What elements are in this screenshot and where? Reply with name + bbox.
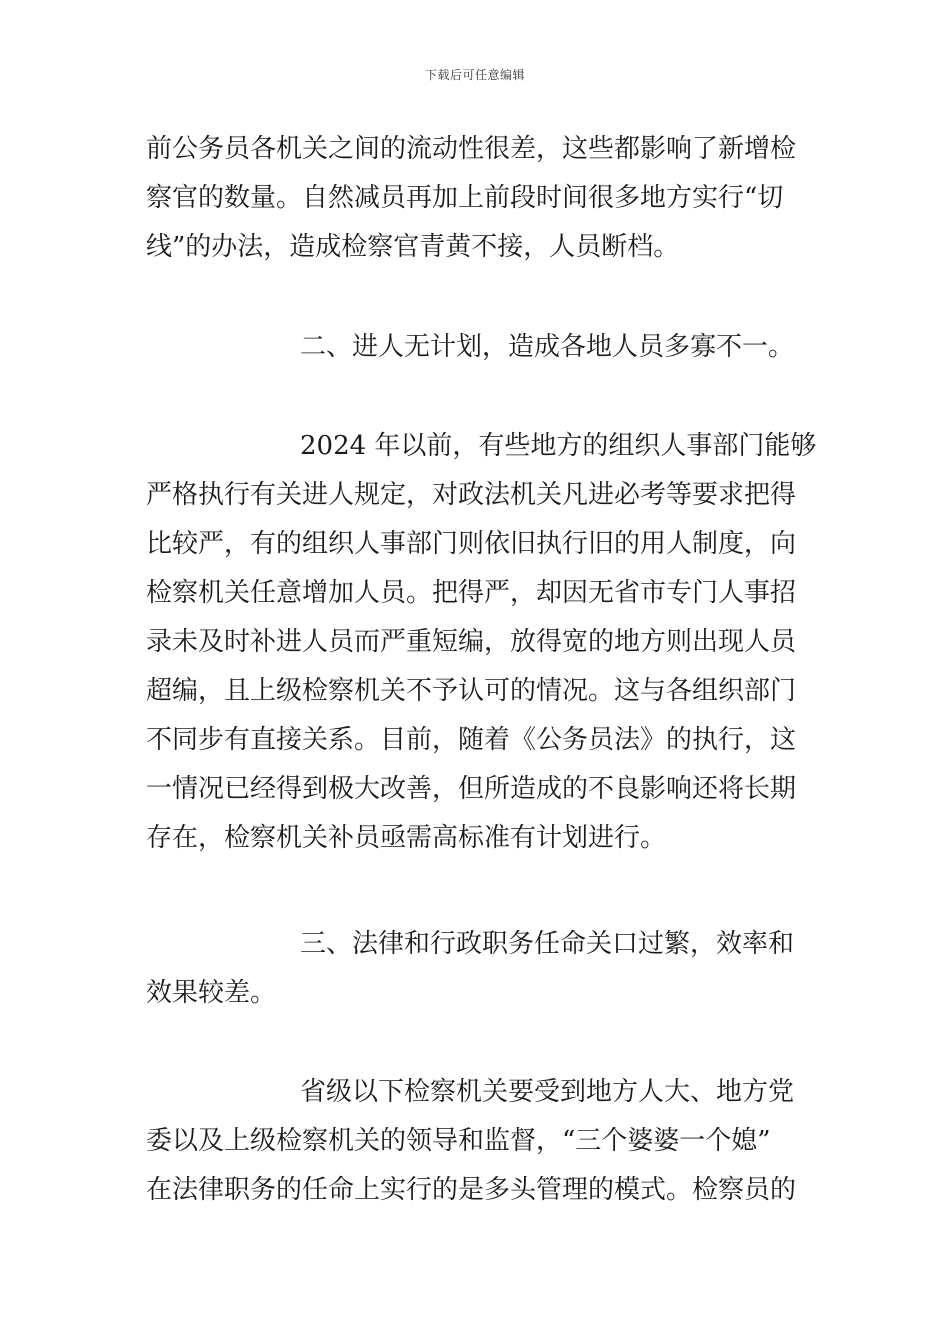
heading-line: 二、进人无计划，造成各地人员多寡不一。 <box>300 332 795 362</box>
paragraph-line: 前公务员各机关之间的流动性很差，这些都影响了新增检 <box>146 134 797 164</box>
paragraph-line: 一情况已经得到极大改善，但所造成的不良影响还将长期 <box>146 774 797 804</box>
paragraph-line: 录未及时补进人员而严重短编，放得宽的地方则出现人员 <box>146 627 797 657</box>
paragraph-line: 察官的数量。自然减员再加上前段时间很多地方实行“切 <box>146 183 784 213</box>
paragraph-line: 检察机关任意增加人员。把得严，却因无省市专门人事招 <box>146 578 797 608</box>
paragraph-line: 比较严，有的组织人事部门则依旧执行旧的用人制度，向 <box>146 529 797 559</box>
paragraph-line: 超编，且上级检察机关不予认可的情况。这与各组织部门 <box>146 676 797 706</box>
paragraph-line: 省级以下检察机关要受到地方人大、地方党 <box>300 1077 795 1107</box>
paragraph-line: 存在，检察机关补员亟需高标准有计划进行。 <box>146 823 667 853</box>
paragraph-1 <box>146 125 816 272</box>
paragraph-line: 不同步有直接关系。目前，随着《公务员法》的执行，这 <box>146 725 797 755</box>
paragraph-5 <box>146 1068 816 1215</box>
paragraph-line: 线”的办法，造成检察官青黄不接，人员断档。 <box>146 232 680 262</box>
section-heading-2 <box>146 323 816 372</box>
page-header: 下载后可任意编辑 <box>424 68 525 82</box>
paragraph-line: 委以及上级检察机关的领导和监督，“三个婆婆一个媳” <box>146 1126 771 1156</box>
paragraph-3 <box>146 422 816 863</box>
heading-line: 效果较差。 <box>146 978 277 1008</box>
section-heading-3 <box>146 920 816 1018</box>
heading-line: 三、法律和行政职务任命关口过繁，效率和 <box>300 929 795 959</box>
paragraph-line: 在法律职务的任命上实行的是多头管理的模式。检察员的 <box>146 1175 797 1205</box>
paragraph-line: 严格执行有关进人规定，对政法机关凡进必考等要求把得 <box>146 480 797 510</box>
paragraph-line: 2024 年以前，有些地方的组织人事部门能够 <box>300 431 817 461</box>
